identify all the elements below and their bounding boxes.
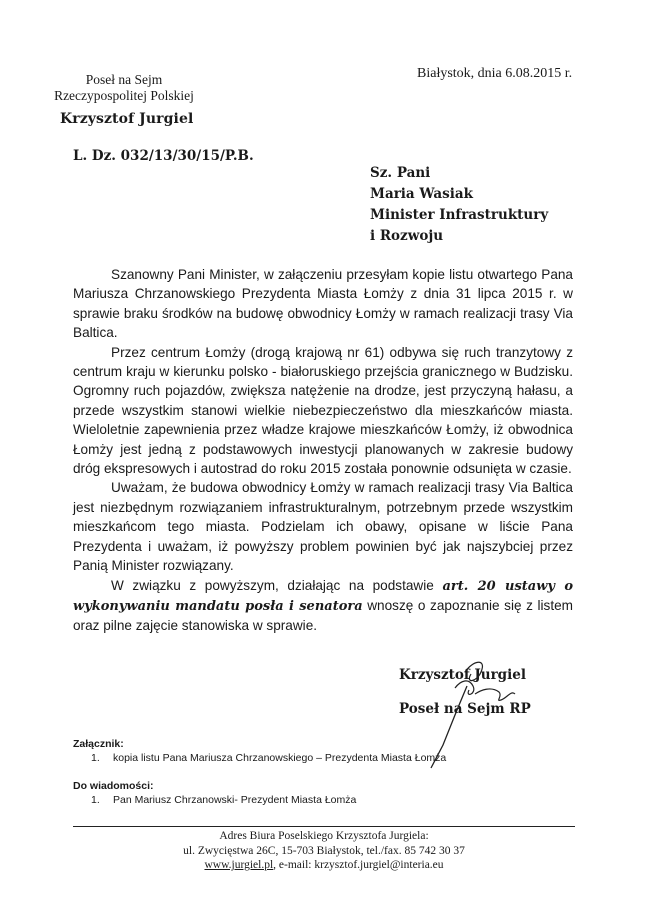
body-p4-end: wnoszę o zapoznanie się z listem oraz pilne zajęcie stanowiska w sprawie. [73,597,573,634]
footer-contact [73,858,575,873]
footer [73,829,575,873]
cc-item-number: 1. [91,794,100,806]
attachment-item-number: 1. [91,752,100,764]
body-paragraph-1: Szanowny Pani Minister, w załączeniu przesyłam kopie listu otwartego Pana Mariusza Chrzanowskiego Prezydenta Miasta Łomży z dnia 31 lipca 2015 r. w sprawie braku środków na budowę obwodnicy Łomży w ramach realizacji trasy Via Baltica. [73,267,573,341]
footer-email-link[interactable]: krzysztof.jurgiel@interia.eu [314,859,444,871]
place-date: Białystok, dnia 6.08.2015 r. [417,66,573,81]
recipient-block [370,163,548,247]
attachments-heading: Załącznik: [73,738,124,750]
recipient-salutation: Sz. Pani [370,165,431,181]
signature-name: Krzysztof Jurgiel [399,667,526,683]
body-paragraph-3: Uważam, że budowa obwodnicy Łomży w ramach realizacji trasy Via Baltica jest niezbędnym rozwiązaniem infrastrukturalnym, potrzebnym przede wszystkim mieszkańcom tego miasta. Podzielam ich obawy, opisane w liście Pana Prezydenta i uważam, iż powyższy problem powinien być jak najszybciej przez Panią Minister rozwiązany. [73,480,573,574]
sender-line-1: Poseł na Sejm [85,72,163,87]
cc-item-text: Pan Mariusz Chrzanowski- Prezydent Miasta Łomża [113,794,357,806]
sender-line-2: Rzeczypospolitej Polskiej [54,88,194,103]
footer-office-address-title: Adres Biura Poselskiego Krzysztofa Jurgiela: [219,830,429,842]
cc-item [73,793,446,807]
recipient-name: Maria Wasiak [370,186,473,202]
footer-divider [73,826,575,827]
reference-number: L. Dz. 032/13/30/15/P.B. [73,148,254,164]
sender-name: Krzysztof Jurgiel [60,111,194,127]
footer-email-label: , e-mail: [273,859,315,871]
attachments-section [73,737,446,807]
attachment-item [73,751,446,765]
footer-address-phone: ul. Zwycięstwa 26C, 15-703 Białystok, tel./fax. 85 742 30 37 [183,844,465,857]
letter-body [73,265,573,636]
body-paragraph-4 [73,576,573,636]
recipient-title-1: Minister Infrastruktury [370,207,549,223]
footer-website-link[interactable]: www.jurgiel.pl [204,859,274,871]
sender-block [38,72,210,104]
signature-title: Poseł na Sejm RP [399,701,531,717]
body-paragraph-2: Przez centrum Łomży (drogą krajową nr 61) odbywa się ruch tranzytowy z centrum kraju w kierunku polsko - białoruskiego przejścia granicznego w Budzisku. Ogromny ruch pojazdów, zwiększa natężenie na drodze, jest przyczyną hałasu, a przede wszystkim stanowi wielkie niebezpieczeństwo dla mieszkańców miasta. Wieloletnie zapewnienia przez władze krajowe mieszkańców Łomży, iż obwodnica Łomży jest jedną z podstawowych inwestycji planowanych w zakresie budowy dróg ekspresowych i autostrad do roku 2015 została ponownie odsunięta w czasie. [73,344,573,477]
cc-heading: Do wiadomości: [73,780,154,792]
recipient-title-2: i Rozwoju [370,228,444,244]
attachment-item-text: kopia listu Pana Mariusza Chrzanowskiego – Prezydenta Miasta Łomża [113,752,447,764]
body-p4-start: W związku z powyższym, działając na podstawie [111,577,443,593]
body-p4-legal-reference: art. 20 ustawy o wykonywaniu mandatu posła i senatora [73,578,573,614]
